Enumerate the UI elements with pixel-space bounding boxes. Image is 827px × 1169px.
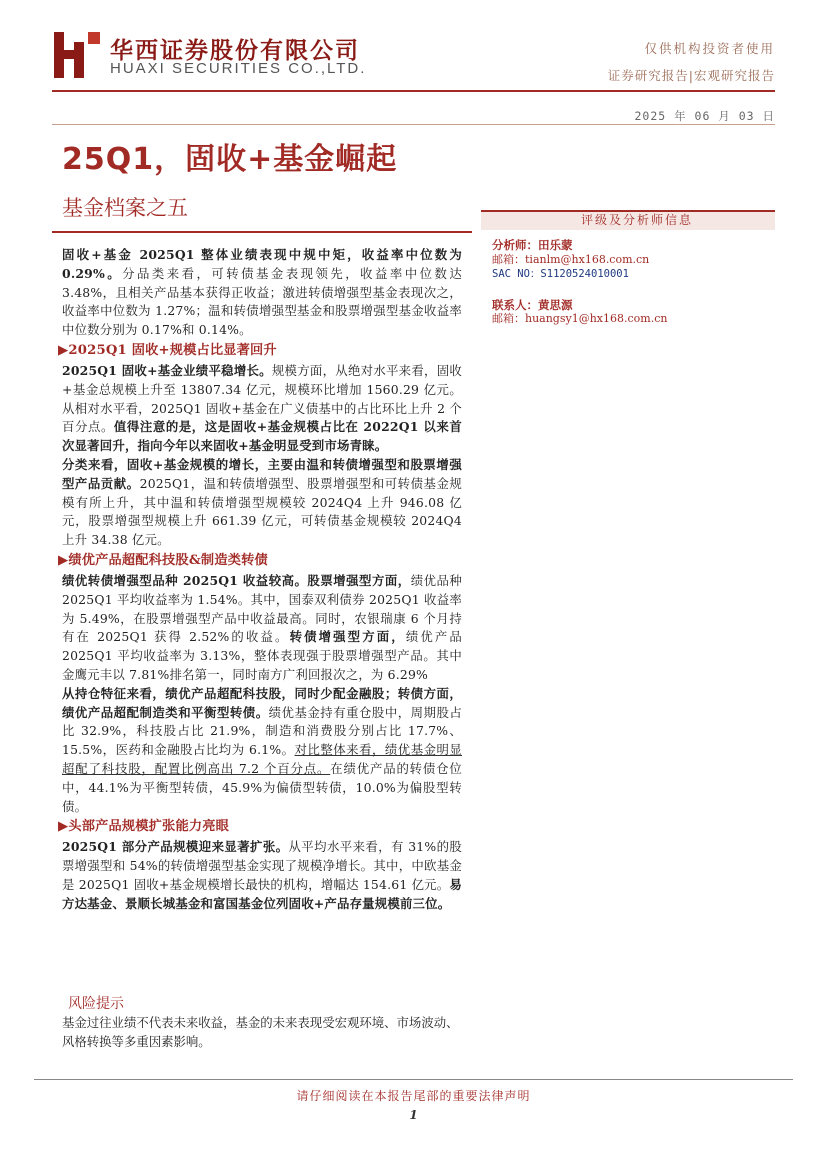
- s3p1-text: 从平均水平来看，有 31%的股票增强型和 54%的转债增强型基金实现了规模净增长。其中，中欧基金是 2025Q1 固收+基金规模增长最快的机构，增幅达 154.61 亿元。: [62, 839, 462, 892]
- section-heading-1: ▶2025Q1 固收+规模占比显著回升: [58, 342, 277, 358]
- date-divider: [52, 124, 775, 125]
- analyst-sac-number: SAC NO：S1120524010001: [492, 268, 629, 280]
- s2p2-underline: 对比整体来看，绩优基金明显超配了科技股，配置比例高出 7.2 个百分点。: [62, 742, 462, 776]
- intro-text: 分品类来看，可转债基金表现领先，收益率中位数达 3.48%，且相关产品基本获得正收益；激进转债增强型基金表现次之，收益率中位数为 1.27%；温和转债增强型基金和股票增强型基金收益率中位数分别为 0.17%和 0.14%。: [62, 265, 462, 338]
- s2p2-text: 绩优基金持有重仓股中，周期股占比 32.9%，科技股占比 21.9%，制造和消费股分别占比 17.7%、15.5%，医药和金融股占比均为 6.1%。: [62, 704, 463, 758]
- risk-text: 基金过往业绩不代表未来收益，基金的未来表现受宏观环境、市场波动、风格转换等多重因素影响。: [62, 1015, 459, 1049]
- s1p2-text: 2025Q1，温和转债增强型、股票增强型和可转债基金规模有所上升，其中温和转债增强型规模较 2024Q4 上升 946.08 亿元，股票增强型规模上升 661.39 亿元，可转债基金规模较 2024Q4 上升 34.38 亿元。: [62, 475, 462, 548]
- section-heading-3: ▶头部产品规模扩张能力亮眼: [58, 819, 229, 835]
- section2-paragraph2: [62, 685, 462, 817]
- analyst-email[interactable]: 邮箱：tianlm@hx168.com.cn: [492, 252, 650, 266]
- subtitle-divider: [52, 231, 472, 233]
- s1p1-bold2: 值得注意的是，这是固收+基金规模占比在 2022Q1 以来首次显著回升，指向今年以来固收+基金明显受到市场青睐。: [62, 419, 462, 454]
- s2p1-text: 绩优品种 2025Q1 平均收益率为 1.54%。其中，国泰双利债券 2025Q1 收益率为 5.49%，在股票增强型产品中收益最高。同时，农银瑞康 6 个月持有在 2025Q1 获得 2.52%的收益。: [62, 572, 462, 645]
- s2p2-bold: 从持仓特征来看，绩优产品超配科技股，同时少配金融股；转债方面，绩优产品超配制造类和平衡型转债。: [62, 685, 462, 720]
- analyst-info-heading: 评级及分析师信息: [481, 210, 775, 230]
- contact-name: 联系人：黄思源: [492, 297, 573, 312]
- company-name-en: HUAXI SECURITIES CO.,LTD.: [110, 60, 367, 77]
- s2p1-bold2: 转债增强型方面，: [289, 629, 406, 645]
- report-date: 2025 年 06 月 03 日: [634, 109, 775, 123]
- company-name-cn: 华西证券股份有限公司: [110, 38, 360, 64]
- s1p2-bold: 分类来看，固收+基金规模的增长，主要由温和转债增强型和股票增强型产品贡献。: [62, 456, 462, 491]
- header-divider: [52, 90, 775, 92]
- intro-bold: 固收+基金 2025Q1 整体业绩表现中规中矩，收益率中位数为 0.29%。: [62, 247, 462, 281]
- analyst-sidebar: [492, 238, 782, 327]
- huaxi-logo-icon: [52, 30, 102, 80]
- s3p1-bold: 2025Q1 部分产品规模迎来显著扩张。: [62, 839, 289, 855]
- s3p1-bold2: 易方达基金、景顺长城基金和富国基金位列固收+产品存量规模前三位。: [62, 876, 462, 911]
- s2p1-bold: 绩优转债增强型品种 2025Q1 收益较高。股票增强型方面，: [62, 572, 411, 588]
- section2-paragraph1: [62, 572, 462, 685]
- s2p1-text2: 绩优产品 2025Q1 平均收益率为 3.13%，整体表现强于股票增强型产品。其中金鹰元丰以 7.81%排名第一，同时南方广利回报次之，为 6.29%: [62, 629, 462, 682]
- main-column: [58, 246, 463, 914]
- s2p2-text2: 在绩优产品的转债仓位中，44.1%为平衡型转债，45.9%为偏债型转债，10.0%为偏股型转债。: [62, 760, 462, 814]
- legal-disclaimer: 请仔细阅读在本报告尾部的重要法律声明: [296, 1089, 531, 1103]
- risk-heading: 风险提示: [68, 996, 124, 1012]
- report-title: 25Q1，固收+基金崛起: [62, 142, 398, 177]
- company-logo: [52, 30, 412, 80]
- analyst-name: 分析师：田乐蒙: [492, 238, 573, 252]
- intro-paragraph: [62, 246, 462, 340]
- contact-email[interactable]: 邮箱：huangsy1@hx168.com.cn: [492, 312, 668, 325]
- footer-divider: [34, 1079, 793, 1080]
- report-type: 证券研究报告|宏观研究报告: [607, 68, 775, 83]
- section3-paragraph1: [62, 838, 462, 913]
- section-heading-2: ▶绩优产品超配科技股&制造类转债: [58, 552, 268, 568]
- s1p1-bold: 2025Q1 固收+基金业绩平稳增长。: [62, 362, 272, 378]
- audience-note: 仅供机构投资者使用: [644, 41, 775, 56]
- section1-paragraph1: [62, 362, 462, 456]
- s1p1-text: 规模方面，从绝对水平来看，固收+基金总规模上升至 13807.34 亿元，规模环比增加 1560.29 亿元。从相对水平看，2025Q1 固收+基金在广义债基中的占比环比上升 2 个百分点。: [62, 362, 462, 435]
- page-number: 1: [409, 1108, 418, 1122]
- section1-paragraph2: [62, 456, 462, 550]
- report-subtitle: 基金档案之五: [62, 196, 188, 220]
